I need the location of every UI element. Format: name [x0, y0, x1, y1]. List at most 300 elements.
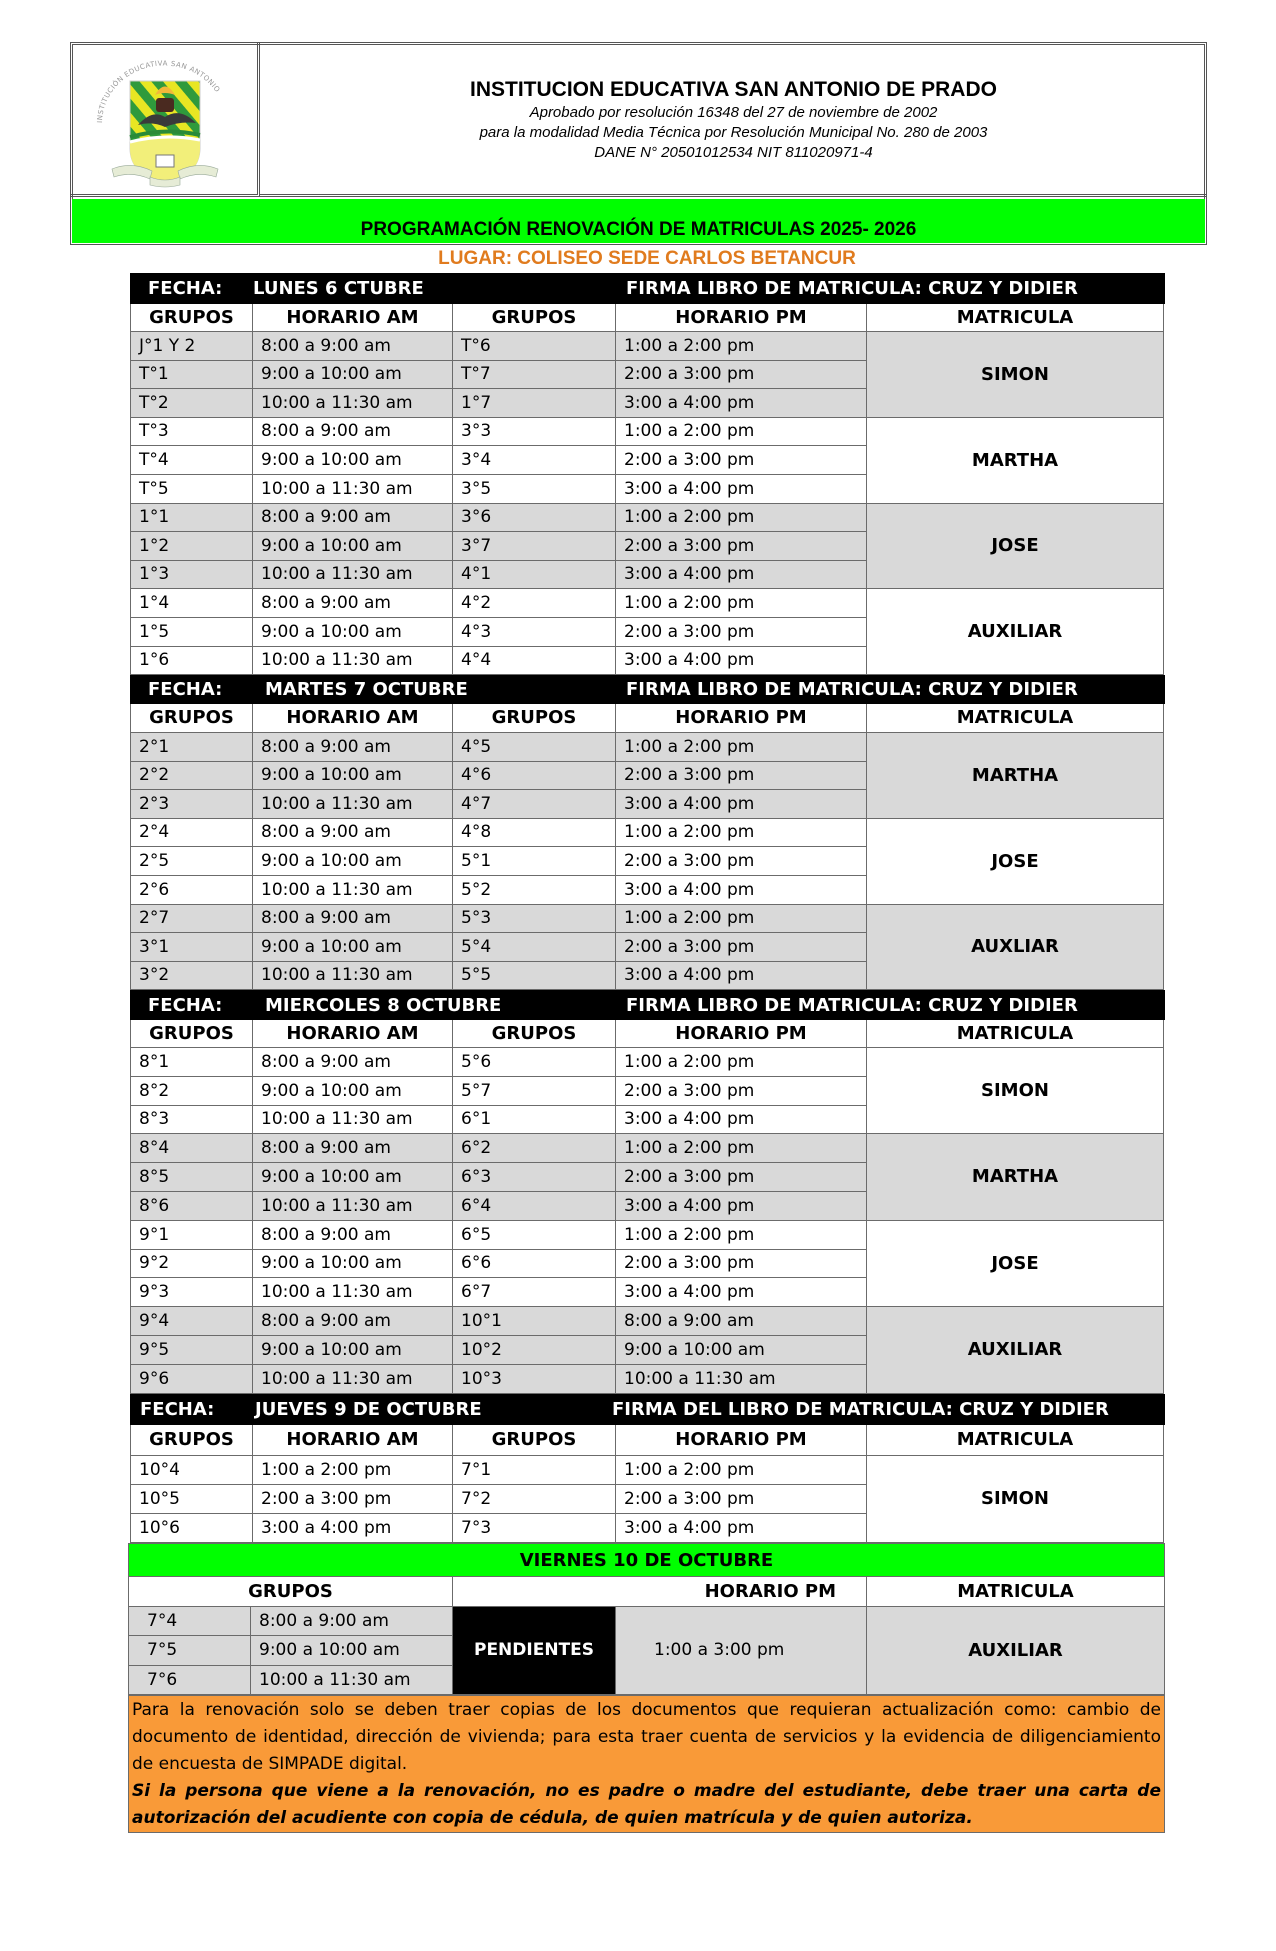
- group-am-text: T°5: [139, 478, 169, 499]
- schedule-pm: [616, 762, 867, 790]
- schedule-pm: [616, 475, 867, 504]
- group-am: [130, 1221, 253, 1250]
- matricula-assignee-text: AUXLIAR: [971, 936, 1059, 957]
- group-am: [130, 762, 253, 790]
- group-am-text: 1°6: [139, 650, 170, 670]
- group-pm: [453, 1456, 616, 1485]
- column-header-horario-pm: [616, 1020, 867, 1048]
- schedule-am-text: 10:00 a 11:30 am: [259, 1669, 411, 1690]
- group-pm-text: 6°2: [461, 1137, 492, 1158]
- group-am-text: 10°6: [139, 1517, 180, 1538]
- schedule-pm: [616, 1278, 867, 1307]
- group-am: [130, 1514, 253, 1543]
- schedule-am-text: 9:00 a 10:00 am: [261, 850, 402, 871]
- group-pm-text: 5°2: [461, 879, 492, 900]
- schedule-am-text: 10:00 a 11:30 am: [261, 793, 413, 814]
- date-label: JUEVES 9 DE OCTUBRE: [255, 1399, 482, 1420]
- fecha-label: FECHA:: [148, 994, 223, 1016]
- group-am-text: 2°2: [139, 765, 170, 785]
- group-pm-text: 4°2: [461, 592, 492, 613]
- schedule-am-text: 9:00 a 10:00 am: [259, 1640, 400, 1660]
- schedule-am-text: 9:00 a 10:00 am: [261, 621, 402, 642]
- schedule-pm: [616, 618, 867, 647]
- schedule-am-text: 2:00 a 3:00 pm: [261, 1488, 392, 1509]
- column-header-grupos-text: GRUPOS: [491, 707, 577, 728]
- column-header-matricula: [867, 704, 1164, 733]
- schedule-am: [253, 361, 453, 389]
- group-am-text: 9°6: [139, 1368, 170, 1389]
- schedule-pm: [616, 647, 867, 675]
- column-header-matricula-text: MATRICULA: [956, 707, 1074, 728]
- matricula-assignee: [867, 1607, 1165, 1695]
- schedule-am: [253, 933, 453, 962]
- group-am-text: T°4: [139, 449, 169, 470]
- schedule-pm-text: 3:00 a 4:00 pm: [624, 1517, 755, 1538]
- column-header-matricula: [867, 1577, 1165, 1607]
- column-header-horario-am-text: HORARIO AM: [286, 306, 419, 328]
- group-pm: [453, 1485, 616, 1514]
- group-am-text: 1°3: [139, 564, 170, 584]
- schedule-pm-text: 2:00 a 3:00 pm: [624, 621, 755, 642]
- signature-label: FIRMA DEL LIBRO DE MATRICULA: CRUZ Y DIDIER: [612, 1399, 1109, 1420]
- matricula-assignee-text: MARTHA: [971, 1166, 1059, 1187]
- signature-label: FIRMA LIBRO DE MATRICULA: CRUZ Y DIDIER: [626, 994, 1078, 1016]
- pendientes-label-text: PENDIENTES: [473, 1640, 595, 1660]
- group-pm: [453, 504, 616, 532]
- group-pm-text: 6°3: [461, 1166, 492, 1187]
- column-header-grupos: [453, 1020, 616, 1048]
- column-header-horario-am-text: HORARIO AM: [286, 1022, 419, 1044]
- group-pm: [453, 418, 616, 446]
- group-text: 7°6: [147, 1669, 178, 1690]
- schedule-am-text: 9:00 a 10:00 am: [261, 535, 402, 556]
- group-pm: [453, 1163, 616, 1192]
- group-am-text: 1°1: [139, 507, 170, 527]
- schedule-pm-text: 1:00 a 2:00 pm: [624, 507, 755, 527]
- group-am-text: 2°5: [139, 850, 170, 871]
- group-pm: [453, 1221, 616, 1250]
- group-text: 7°4: [147, 1610, 178, 1631]
- group-pm: [453, 1048, 616, 1077]
- group-am: [130, 905, 253, 933]
- column-header-grupos: [453, 704, 616, 733]
- group-pm-text: 6°5: [461, 1224, 492, 1245]
- schedule-am: [253, 1077, 453, 1106]
- column-header-horario-pm-text: HORARIO PM: [675, 1429, 807, 1450]
- matricula-assignee: [867, 1221, 1164, 1307]
- schedule-am-text: 8:00 a 9:00 am: [261, 1224, 391, 1245]
- schedule-am: [253, 475, 453, 504]
- group-am: [130, 1456, 253, 1485]
- column-header-grupos-text: GRUPOS: [491, 306, 577, 328]
- group-pm-text: 7°1: [461, 1459, 492, 1480]
- group-pm: [453, 790, 616, 819]
- schedule-pm: [616, 504, 867, 532]
- group-am: [130, 532, 253, 561]
- program-title-band: [72, 199, 1205, 243]
- group-am-text: 8°1: [139, 1051, 170, 1072]
- group-am-text: 1°4: [139, 592, 170, 613]
- group-pm: [453, 618, 616, 647]
- schedule-pm-text: 1:00 a 2:00 pm: [624, 1137, 755, 1158]
- column-header-grupos: [130, 1425, 253, 1456]
- group-pm-text: 4°4: [461, 650, 492, 670]
- schedule-am: [253, 1485, 453, 1514]
- group-am: [130, 446, 253, 475]
- group-pm: [453, 1192, 616, 1221]
- schedule-am-text: 10:00 a 11:30 am: [261, 392, 413, 413]
- group-pm-text: 4°1: [461, 564, 492, 584]
- group-am-text: 3°2: [139, 965, 170, 985]
- schedule-am-text: 10:00 a 11:30 am: [261, 1368, 413, 1389]
- group-am: [130, 876, 253, 905]
- schedule-pm-text: 2:00 a 3:00 pm: [624, 936, 755, 957]
- group-pm: [453, 1514, 616, 1543]
- column-header-matricula: [867, 1425, 1164, 1456]
- schedule-am: [253, 876, 453, 905]
- schedule-am: [251, 1636, 453, 1666]
- column-header-horario-am: [253, 1020, 453, 1048]
- notes-warning: Si la persona que viene a la renovación, no es padre o madre del estudiante, debe traer una carta de autorización del acudiente con copia de cédula, de quien matrícula y de quien autoriza.: [132, 1781, 1161, 1828]
- column-header-grupos-text: GRUPOS: [149, 1429, 234, 1450]
- group-am: [130, 1485, 253, 1514]
- schedule-am-text: 10:00 a 11:30 am: [261, 650, 413, 670]
- schedule-pm: [616, 1077, 867, 1106]
- school-crest-logo: [72, 43, 256, 193]
- schedule-pm-text: 1:00 a 2:00 pm: [624, 335, 755, 356]
- group-pm: [453, 332, 616, 361]
- viernes-header: [128, 1543, 1165, 1577]
- matricula-assignee-text: SIMON: [981, 363, 1049, 385]
- schedule-am-text: 8:00 a 9:00 am: [261, 335, 391, 356]
- group-pm: [453, 962, 616, 990]
- group-am: [130, 1192, 253, 1221]
- group-pm-text: 6°6: [461, 1253, 492, 1273]
- schedule-am-text: 10:00 a 11:30 am: [261, 965, 413, 985]
- schedule-am: [253, 1307, 453, 1336]
- schedule-pm-text: 3:00 a 4:00 pm: [624, 1281, 755, 1302]
- group-am-text: 10°4: [139, 1459, 180, 1480]
- schedule-pm: [616, 418, 867, 446]
- schedule-pm-text: 10:00 a 11:30 am: [624, 1368, 776, 1389]
- group-pm-text: 6°4: [461, 1195, 492, 1216]
- group-pm-text: 10°3: [461, 1368, 502, 1389]
- group-am-text: T°2: [139, 392, 169, 413]
- column-header-horario-am-text: HORARIO AM: [286, 707, 419, 728]
- institution-name: INSTITUCION EDUCATIVA SAN ANTONIO DE PRADO: [470, 78, 997, 101]
- group-pm: [453, 475, 616, 504]
- column-header-horario-pm-text: HORARIO PM: [675, 707, 807, 728]
- schedule-pm: [616, 876, 867, 905]
- column-header-grupos: [130, 304, 253, 332]
- schedule-am: [253, 332, 453, 361]
- group: [128, 1607, 251, 1636]
- schedule-pm-text: 3:00 a 4:00 pm: [624, 650, 755, 670]
- schedule-am-text: 8:00 a 9:00 am: [259, 1610, 389, 1631]
- group-pm: [453, 819, 616, 847]
- schedule-pm-text: 3:00 a 4:00 pm: [624, 793, 755, 814]
- group-pm: [453, 446, 616, 475]
- group-pm-text: 7°2: [461, 1488, 492, 1509]
- group-am-text: T°1: [139, 364, 169, 384]
- group-am-text: 2°3: [139, 793, 170, 814]
- group-pm: [453, 847, 616, 876]
- column-header-grupos: [453, 304, 616, 332]
- matricula-assignee-text: JOSE: [991, 1252, 1039, 1274]
- group-pm-text: 4°6: [461, 765, 492, 785]
- matricula-assignee: [867, 905, 1164, 990]
- matricula-assignee: [867, 733, 1164, 819]
- group-pm-text: 3°4: [461, 449, 492, 470]
- viernes-title: VIERNES 10 DE OCTUBRE: [519, 1549, 774, 1571]
- fecha-label: FECHA:: [148, 679, 223, 700]
- group-pm-text: 5°7: [461, 1080, 492, 1101]
- schedule-pm: [616, 1336, 867, 1365]
- schedule-am: [253, 647, 453, 675]
- schedule-pm: [616, 1106, 867, 1134]
- column-header-horario-pm: [616, 1425, 867, 1456]
- schedule-pm: [616, 1192, 867, 1221]
- schedule-am-text: 8:00 a 9:00 am: [261, 736, 391, 757]
- group-am: [130, 733, 253, 762]
- schedule-am: [253, 532, 453, 561]
- schedule-am: [253, 589, 453, 618]
- date-label: LUNES 6 CTUBRE: [253, 278, 424, 299]
- schedule-am: [253, 1134, 453, 1163]
- group-pm-text: 3°7: [461, 535, 492, 556]
- group-pm: [453, 647, 616, 675]
- institution-header: [260, 42, 1207, 197]
- signature-label: FIRMA LIBRO DE MATRICULA: CRUZ Y DIDIER: [626, 679, 1078, 700]
- group-am: [130, 361, 253, 389]
- schedule-pm: [616, 1134, 867, 1163]
- schedule-pm-text: 1:00 a 2:00 pm: [624, 1051, 755, 1072]
- group-am: [130, 1365, 253, 1394]
- schedule-pm-text: 2:00 a 3:00 pm: [624, 765, 755, 785]
- schedule-pm-text: 1:00 a 2:00 pm: [624, 822, 755, 842]
- schedule-am-text: 10:00 a 11:30 am: [261, 478, 413, 499]
- column-header-grupos: [128, 1577, 453, 1607]
- group-pm: [453, 1106, 616, 1134]
- column-header-horario-pm: [616, 304, 867, 332]
- schedule-pm-text: 1:00 a 2:00 pm: [624, 592, 755, 613]
- column-header-matricula-text: MATRICULA: [957, 1580, 1074, 1602]
- schedule-pm: [616, 733, 867, 762]
- schedule-am: [253, 847, 453, 876]
- column-header-grupos: [130, 704, 253, 733]
- schedule-am-text: 10:00 a 11:30 am: [261, 1109, 413, 1129]
- schedule-am: [253, 819, 453, 847]
- schedule-am-text: 8:00 a 9:00 am: [261, 1051, 391, 1072]
- group-pm-text: 4°8: [461, 822, 492, 842]
- schedule-pm: [616, 446, 867, 475]
- group-pm-text: 5°1: [461, 850, 492, 871]
- schedule-am: [253, 905, 453, 933]
- group-am: [130, 647, 253, 675]
- schedule-am: [253, 1048, 453, 1077]
- group: [128, 1636, 251, 1666]
- matricula-assignee: [867, 418, 1164, 504]
- schedule-am: [253, 1278, 453, 1307]
- schedule-am-text: 8:00 a 9:00 am: [261, 1310, 391, 1331]
- schedule-pm: [616, 389, 867, 418]
- group-am-text: 8°4: [139, 1137, 170, 1158]
- group-pm-text: 3°3: [461, 421, 492, 441]
- group-pm: [453, 589, 616, 618]
- schedule-am-text: 8:00 a 9:00 am: [261, 908, 391, 928]
- group-am-text: 1°2: [139, 535, 170, 556]
- schedule-pm-text: 2:00 a 3:00 pm: [624, 449, 755, 470]
- group-am-text: J°1 Y 2: [139, 335, 196, 356]
- schedule-am: [251, 1666, 453, 1695]
- matricula-assignee-text: MARTHA: [971, 449, 1059, 471]
- group-pm: [453, 1077, 616, 1106]
- schedule-pm: [616, 1485, 867, 1514]
- group-pm: [453, 1278, 616, 1307]
- dane-nit: DANE N° 20501012534 NIT 811020971-4: [594, 144, 873, 161]
- schedule-am-text: 10:00 a 11:30 am: [261, 564, 413, 584]
- schedule-pm-text: 3:00 a 4:00 pm: [624, 1109, 755, 1129]
- group-am: [130, 618, 253, 647]
- date-label: MARTES 7 OCTUBRE: [265, 679, 468, 700]
- schedule-am: [253, 1221, 453, 1250]
- schedule-am-text: 8:00 a 9:00 am: [261, 421, 391, 441]
- column-header-matricula-text: MATRICULA: [956, 1429, 1074, 1450]
- matricula-assignee-text: AUXILIAR: [968, 1639, 1063, 1661]
- group-pm: [453, 905, 616, 933]
- matricula-assignee: [867, 1456, 1164, 1543]
- schedule-pm-text: 8:00 a 9:00 am: [624, 1310, 754, 1331]
- group-pm: [453, 733, 616, 762]
- group-am: [130, 819, 253, 847]
- group-am: [130, 504, 253, 532]
- group-am: [130, 1336, 253, 1365]
- schedule-am-text: 8:00 a 9:00 am: [261, 822, 391, 842]
- group-am: [130, 418, 253, 446]
- column-header-grupos-text: GRUPOS: [149, 306, 234, 328]
- group-am: [130, 1278, 253, 1307]
- column-header-horario-am: [253, 1425, 453, 1456]
- date-header-row: [130, 273, 1165, 304]
- group-am: [130, 389, 253, 418]
- group-pm: [453, 1336, 616, 1365]
- schedule-am: [253, 1163, 453, 1192]
- column-header-grupos-text: GRUPOS: [491, 1022, 577, 1044]
- matricula-assignee-text: AUXILIAR: [967, 620, 1063, 642]
- group-am-text: 8°3: [139, 1109, 170, 1129]
- group-pm: [453, 389, 616, 418]
- group-am: [130, 847, 253, 876]
- schedule-pm: [616, 933, 867, 962]
- group-pm: [453, 1365, 616, 1394]
- matricula-assignee-text: MARTHA: [971, 764, 1059, 786]
- schedule-pm: [616, 819, 867, 847]
- schedule-pm: [616, 1163, 867, 1192]
- schedule-pm-text: 3:00 a 4:00 pm: [624, 392, 755, 413]
- matricula-assignee: [867, 504, 1164, 589]
- matricula-assignee: [867, 332, 1164, 418]
- matricula-assignee-text: AUXILIAR: [967, 1339, 1063, 1360]
- group-am: [130, 1250, 253, 1278]
- schedule-am: [253, 504, 453, 532]
- group-pm-text: 5°6: [461, 1051, 492, 1072]
- schedule-am: [253, 446, 453, 475]
- group-am-text: 9°1: [139, 1224, 170, 1245]
- schedule-am-text: 8:00 a 9:00 am: [261, 507, 391, 527]
- group-am-text: 3°1: [139, 936, 170, 957]
- group-pm-text: 10°1: [461, 1310, 502, 1331]
- signature-label: FIRMA LIBRO DE MATRICULA: CRUZ Y DIDIER: [626, 278, 1078, 299]
- column-header-matricula: [867, 1020, 1164, 1048]
- group-am-text: 1°5: [139, 621, 170, 642]
- approval-resolution: Aprobado por resolución 16348 del 27 de noviembre de 2002: [529, 104, 938, 121]
- schedule-am: [253, 389, 453, 418]
- schedule-pm: [616, 1221, 867, 1250]
- matricula-assignee-text: JOSE: [991, 535, 1039, 556]
- schedule-pm-text: 2:00 a 3:00 pm: [624, 535, 755, 556]
- schedule-pm-text: 1:00 a 2:00 pm: [624, 736, 755, 757]
- column-header-grupos: [453, 1425, 616, 1456]
- schedule-am: [253, 1456, 453, 1485]
- group-am: [130, 1163, 253, 1192]
- schedule-am: [253, 561, 453, 589]
- schedule-pm: [616, 332, 867, 361]
- schedule-pm-text: 1:00 a 2:00 pm: [624, 421, 755, 441]
- group-am: [130, 332, 253, 361]
- svg-text:INSTITUCIÓN EDUCATIVA SAN ANTO: INSTITUCIÓN EDUCATIVA SAN ANTONIO: [95, 59, 222, 124]
- schedule-pm: [616, 361, 867, 389]
- schedule-am-text: 10:00 a 11:30 am: [261, 1281, 413, 1302]
- group-am-text: 2°7: [139, 908, 170, 928]
- column-header-grupos-text: GRUPOS: [149, 1022, 234, 1044]
- schedule-am-text: 8:00 a 9:00 am: [261, 592, 391, 613]
- group-am: [130, 1106, 253, 1134]
- schedule-am: [251, 1607, 453, 1636]
- schedule-am-text: 9:00 a 10:00 am: [261, 1339, 402, 1360]
- column-header-grupos-text: GRUPOS: [149, 707, 234, 728]
- group-pm: [453, 876, 616, 905]
- schedule-am: [253, 1336, 453, 1365]
- group-pm-text: 5°5: [461, 965, 492, 985]
- schedule-pm-text: 2:00 a 3:00 pm: [624, 1080, 755, 1101]
- schedule-am-text: 1:00 a 2:00 pm: [261, 1459, 392, 1480]
- group-pm-text: 3°6: [461, 507, 492, 527]
- schedule-pm: [616, 532, 867, 561]
- group-pm: [453, 1307, 616, 1336]
- fecha-label: FECHA:: [140, 1399, 215, 1420]
- schedule-pm-text: 3:00 a 4:00 pm: [624, 965, 755, 985]
- schedule-am: [253, 1365, 453, 1394]
- notes-box: [128, 1695, 1165, 1833]
- program-title: PROGRAMACIÓN RENOVACIÓN DE MATRICULAS 2025- 2026: [360, 219, 917, 240]
- group-pm-text: 4°5: [461, 736, 492, 757]
- group-am: [130, 561, 253, 589]
- group-pm: [453, 1250, 616, 1278]
- group-pm: [453, 1134, 616, 1163]
- group-am: [130, 933, 253, 962]
- schedule-am-text: 9:00 a 10:00 am: [261, 1166, 402, 1187]
- schedule-pm-text: 3:00 a 4:00 pm: [624, 879, 755, 900]
- group-am: [130, 1134, 253, 1163]
- group-am: [130, 962, 253, 990]
- group-pm: [453, 361, 616, 389]
- location-label: LUGAR: COLISEO SEDE CARLOS BETANCUR: [438, 248, 856, 269]
- column-header-matricula-text: MATRICULA: [956, 1022, 1074, 1044]
- group-pm-text: 1°7: [461, 392, 492, 413]
- schedule-am: [253, 618, 453, 647]
- schedule-pm-text: 3:00 a 4:00 pm: [624, 478, 755, 499]
- schedule-pm-text: 3:00 a 4:00 pm: [624, 1195, 755, 1216]
